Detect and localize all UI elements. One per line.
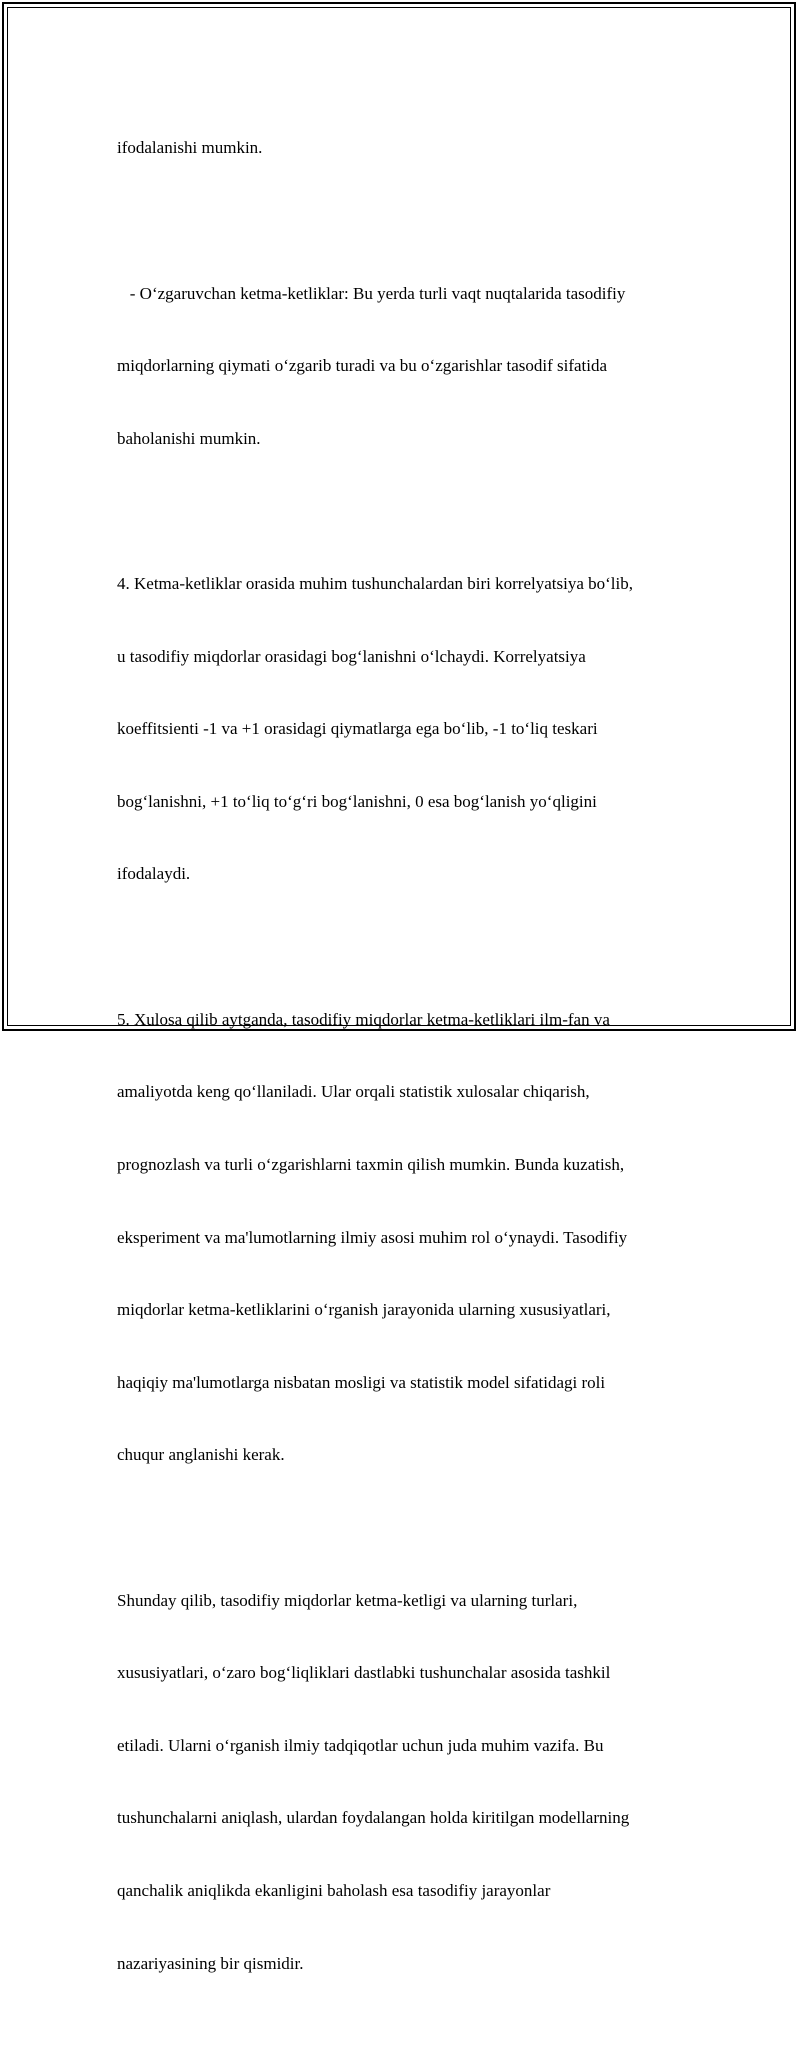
text-line: xususiyatlari, o‘zaro bog‘liqliklari dastlabki tushunchalar asosida tashkil bbox=[117, 1663, 611, 1683]
text-line: miqdorlar ketma-ketliklarini o‘rganish jarayonida ularning xususiyatlari, bbox=[117, 1300, 611, 1320]
text-line: haqiqiy ma'lumotlarga nisbatan mosligi va statistik model sifatidagi roli bbox=[117, 1372, 606, 1392]
text-line: tushunchalarni aniqlash, ulardan foydalangan holda kiritilgan modellarning bbox=[117, 1808, 630, 1828]
text-line: baholanishi mumkin. bbox=[117, 428, 261, 448]
text-line: ifodalanishi mumkin. bbox=[117, 138, 263, 158]
text-line: Shunday qilib, tasodifiy miqdorlar ketma-ketligi va ularning turlari, bbox=[117, 1590, 578, 1610]
text-line: qanchalik aniqlikda ekanligini baholash esa tasodifiy jarayonlar bbox=[117, 1880, 551, 1900]
paragraph-point-5 bbox=[117, 959, 687, 1516]
text-line: etiladi. Ularni o‘rganish ilmiy tadqiqotlar uchun juda muhim vazifa. Bu bbox=[117, 1735, 604, 1755]
text-line: prognozlash va turli o‘zgarishlarni taxmin qilish mumkin. Bunda kuzatish, bbox=[117, 1154, 625, 1174]
paragraph-point-4 bbox=[117, 524, 687, 935]
text-line: nazariyasining bir qismidir. bbox=[117, 1953, 304, 1973]
text-line: 4. Ketma-ketliklar orasida muhim tushunchalardan biri korrelyatsiya bo‘lib, bbox=[117, 574, 633, 594]
text-line: amaliyotda keng qo‘llaniladi. Ular orqali statistik xulosalar chiqarish, bbox=[117, 1082, 590, 1102]
text-line: ifodalaydi. bbox=[117, 864, 191, 884]
text-line: eksperiment va ma'lumotlarning ilmiy asosi muhim rol o‘ynaydi. Tasodifiy bbox=[117, 1227, 628, 1247]
paragraph-conclusion bbox=[117, 1540, 687, 2024]
text-line: 5. Xulosa qilib aytganda, tasodifiy miqdorlar ketma-ketliklari ilm-fan va bbox=[117, 1009, 610, 1029]
text-line: bog‘lanishni, +1 to‘liq to‘g‘ri bog‘lanishni, 0 esa bog‘lanish yo‘qligini bbox=[117, 791, 597, 811]
text-line: u tasodifiy miqdorlar orasidagi bog‘lanishni o‘lchaydi. Korrelyatsiya bbox=[117, 646, 586, 666]
paragraph-continuation bbox=[117, 88, 687, 209]
text-line: koeffitsienti -1 va +1 orasidagi qiymatlarga ega bo‘lib, -1 to‘liq teskari bbox=[117, 719, 598, 739]
text-line: - O‘zgaruvchan ketma-ketliklar: Bu yerda turli vaqt nuqtalarida tasodifiy bbox=[117, 283, 626, 303]
document-body bbox=[117, 88, 687, 2048]
text-line: chuqur anglanishi kerak. bbox=[117, 1445, 285, 1465]
paragraph-variable-sequences bbox=[117, 233, 687, 499]
text-line: miqdorlarning qiymati o‘zgarib turadi va bu o‘zgarishlar tasodif sifatida bbox=[117, 356, 608, 376]
